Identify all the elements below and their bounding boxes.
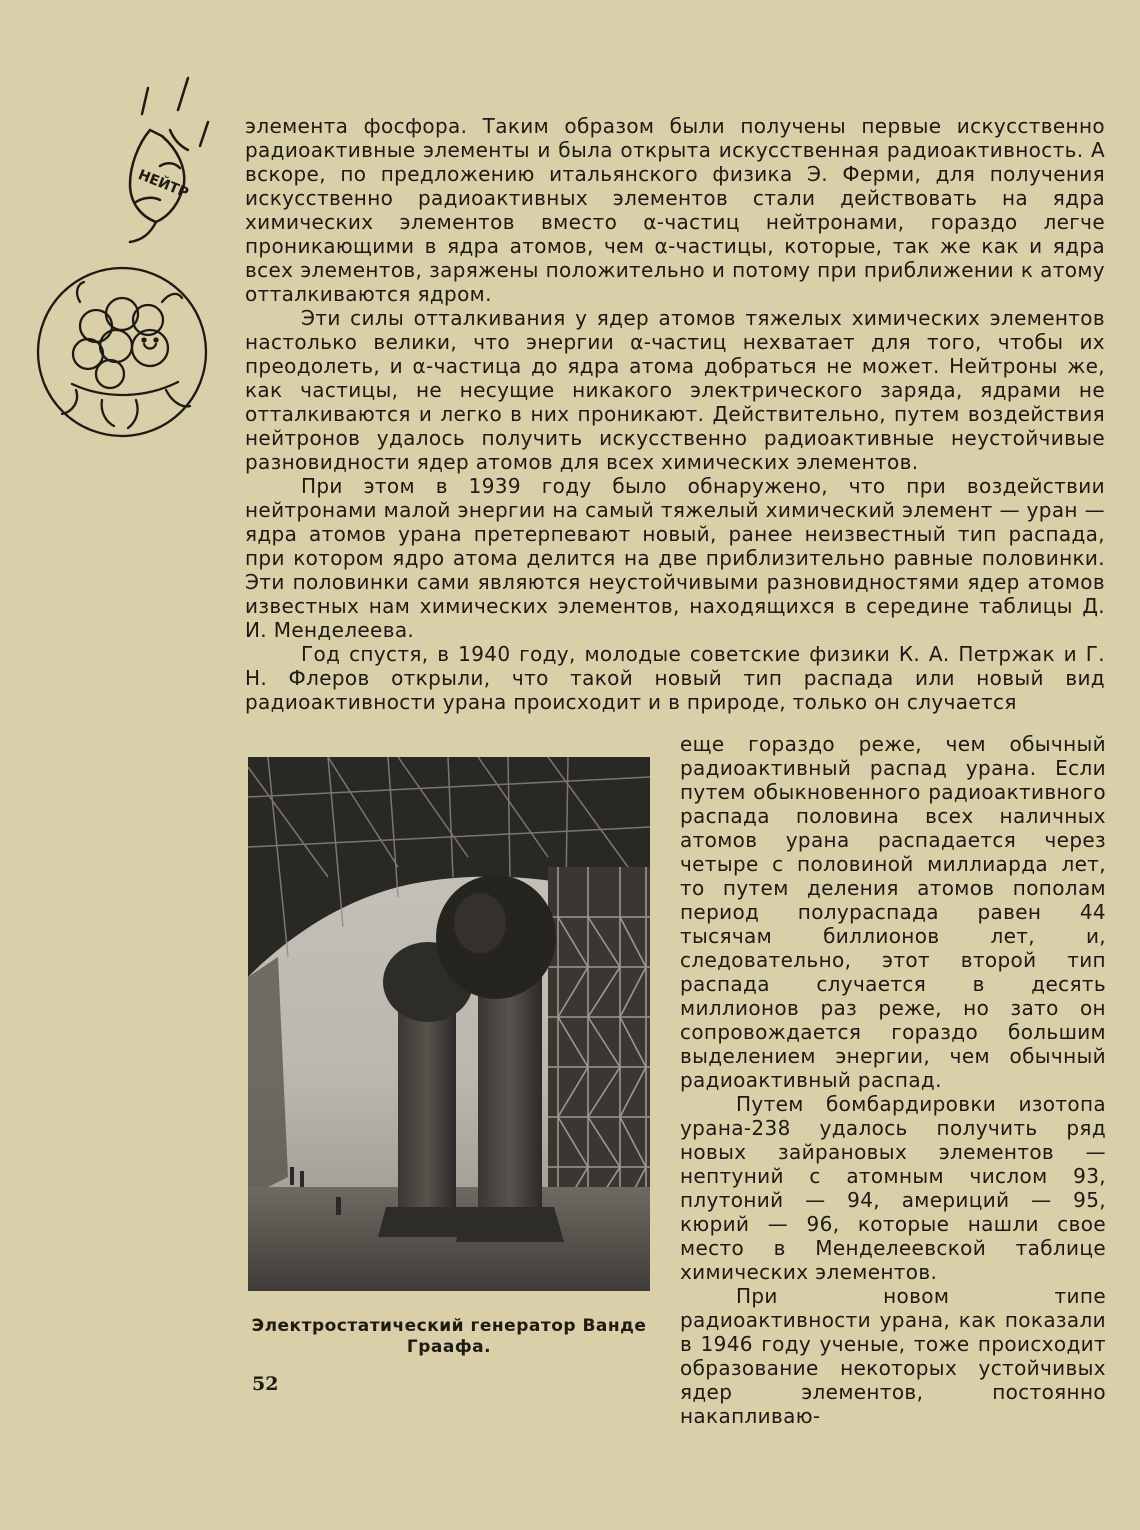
photo-caption: Электростатический генератор Ванде Граафа.: [251, 1316, 647, 1357]
paragraph-4: Год спустя, в 1940 году, молодые советские физики К. А. Петржак и Г. Н. Флеров открыли, что такой новый тип распада или новый вид радиоактивности урана происходит и в природе, только он случается: [245, 642, 1105, 714]
neutron-doodle-icon: [100, 70, 210, 250]
side-text-block: [680, 732, 1106, 1428]
page-number: 52: [252, 1373, 279, 1395]
doodle-label: НЕЙТР: [135, 166, 191, 202]
van-de-graaff-photo: [248, 757, 650, 1291]
paragraph-4-continued: еще гораздо реже, чем обычный радиоактивный распад урана. Если путем обыкновенного радиоактивного распада половина всех наличных атомов урана распадается через четыре с половиной миллиарда лет, то путем деления атомов пополам период полураспада равен 44 тысячам биллионов лет, и, следовательно, этот второй тип распада случается в десять миллионов раз реже, но зато он сопровождается гораздо большим выделением энергии, чем обычный радиоактивный распад.: [680, 732, 1106, 1092]
main-text-block: [245, 114, 1105, 714]
paragraph-2: Эти силы отталкивания у ядер атомов тяжелых химических элементов настолько велики, что энергии α-частиц нехватает для того, чтобы их преодолеть, и α-частица до ядра атома добраться не может. Нейтроны же, как частицы, не несущие никакого электрического заряда, ядрами не отталкиваются и легко в них проникают. Действительно, путем воздействия нейтронов удалось получить искусственно радиоактивные неустойчивые разновидности ядер атомов для всех химических элементов.: [245, 306, 1105, 474]
atom-nucleus-doodle-icon: [32, 262, 212, 442]
paragraph-6: При новом типе радиоактивности урана, как показали в 1946 году ученые, тоже происходит образование некоторых устойчивых ядер элементов, постоянно накапливаю-: [680, 1284, 1106, 1428]
paragraph-3: При этом в 1939 году было обнаружено, что при воздействии нейтронами малой энергии на самый тяжелый химический элемент — уран — ядра атомов урана претерпевают новый, ранее неизвестный тип распада, при котором ядро атома делится на две приблизительно равные половинки. Эти половинки сами являются неустойчивыми разновидностями ядер атомов известных нам химических элементов, находящихся в середине таблицы Д. И. Менделеева.: [245, 474, 1105, 642]
paragraph-1: элемента фосфора. Таким образом были получены первые искусственно радиоактивные элементы и была открыта искусственная радиоактивность. А вскоре, по предложению итальянского физика Э. Ферми, для получения искусственно радиоактивных элементов стали действовать на ядра химических элементов вместо α-частиц нейтронами, гораздо легче проникающими в ядра атомов, чем α-частицы, которые, так же как и ядра всех элементов, заряжены положительно и потому при приближении к атому отталкиваются ядром.: [245, 114, 1105, 306]
paragraph-5: Путем бомбардировки изотопа урана-238 удалось получить ряд новых зайрановых элементов — нептуний с атомным числом 93, плутоний — 94, америций — 95, кюрий — 96, которые нашли свое место в Менделеевской таблице химических элементов.: [680, 1092, 1106, 1284]
